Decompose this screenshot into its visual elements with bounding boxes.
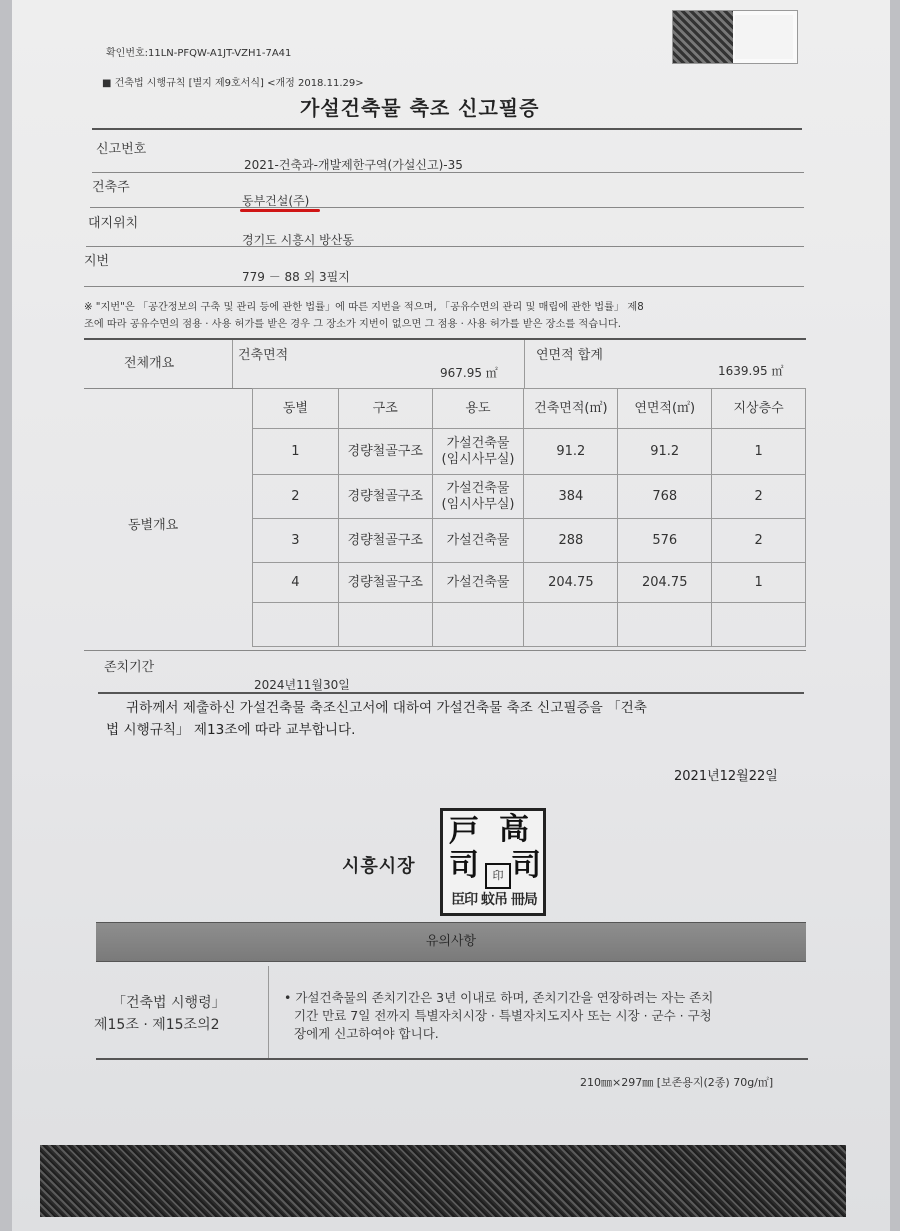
building-stories: 2 xyxy=(712,519,806,563)
barcode-image xyxy=(672,10,798,64)
document-title: 가설건축물 축조 신고필증 xyxy=(300,96,540,120)
lot-note-line-2: 조에 따라 공유수면의 점용 · 사용 허가를 받은 경우 그 장소가 지번이 없으면 그 점용 · 사용 허가를 받은 장소를 적습니다. xyxy=(84,319,622,330)
building-area-value: 967.95 ㎡ xyxy=(440,366,498,380)
header-cell: 용도 xyxy=(432,389,524,429)
table-row xyxy=(253,563,806,603)
floor-area-value: 1639.95 ㎡ xyxy=(718,364,784,378)
building-area: 91.2 xyxy=(524,429,618,475)
notice-law-line-2: 제15조 · 제15조의2 xyxy=(94,1017,220,1033)
building-use: 가설건축물 xyxy=(432,563,524,603)
floor-area-label: 연면적 합계 xyxy=(536,348,603,363)
header-cell: 구조 xyxy=(338,389,432,429)
building-stories: 2 xyxy=(712,475,806,519)
building-no: 2 xyxy=(253,475,339,519)
form-reference: ■ 건축법 시행규칙 [별지 제9호서식] <개정 2018.11.29> xyxy=(102,78,364,89)
issuer: 시흥시장 xyxy=(342,856,416,877)
building-floor-area: 576 xyxy=(618,519,712,563)
building-structure: 경량철골구조 xyxy=(338,429,432,475)
building-stories: 1 xyxy=(712,563,806,603)
builder-label: 건축주 xyxy=(92,180,130,195)
building-floor-area: 91.2 xyxy=(618,429,712,475)
table-row-empty xyxy=(253,603,806,647)
buildings-label: 동별개요 xyxy=(128,518,179,533)
building-stories: 1 xyxy=(712,429,806,475)
building-use: 가설건축물 xyxy=(432,519,524,563)
site-label: 대지위치 xyxy=(88,216,139,231)
lot-note-line-1: ※ "지번"은 「공간정보의 구축 및 관리 등에 관한 법률」에 따른 지번을 적으며, 「공유수면의 관리 및 매립에 관한 법률」 제8 xyxy=(84,302,644,313)
paper-spec: 210㎜×297㎜ [보존용지(2종) 70g/㎡] xyxy=(580,1076,774,1089)
header-cell: 연면적(㎡) xyxy=(618,389,712,429)
building-no: 1 xyxy=(253,429,339,475)
header-cell: 동별 xyxy=(253,389,339,429)
building-area: 288 xyxy=(524,519,618,563)
header-cell: 지상층수 xyxy=(712,389,806,429)
table-header-row xyxy=(253,389,806,429)
buildings-table xyxy=(252,388,806,647)
statement-line-2: 법 시행규칙」 제13조에 따라 교부합니다. xyxy=(106,722,356,738)
title-rule xyxy=(92,128,802,130)
redacted-strip xyxy=(40,1145,846,1217)
building-no: 4 xyxy=(253,563,339,603)
building-floor-area: 204.75 xyxy=(618,563,712,603)
notice-text-line-2: 기간 만료 7일 전까지 특별자치시장 · 특별자치도지사 또는 시장 · 군수 · 구청 xyxy=(294,1008,712,1023)
report-number-label: 신고번호 xyxy=(96,142,147,157)
notice-text-line-3: 장에게 신고하여야 합니다. xyxy=(294,1026,439,1041)
notice-text-line-1: • 가설건축물의 존치기간은 3년 이내로 하며, 존치기간을 연장하려는 자는 존치 xyxy=(284,990,714,1005)
red-underline xyxy=(240,209,320,212)
report-number-value: 2021-건축과-개발제한구역(가설신고)-35 xyxy=(244,158,463,172)
table-row xyxy=(253,429,806,475)
building-structure: 경량철골구조 xyxy=(338,519,432,563)
building-area: 204.75 xyxy=(524,563,618,603)
duration-label: 존치기간 xyxy=(104,660,155,675)
building-area: 384 xyxy=(524,475,618,519)
statement-line-1: 귀하께서 제출하신 가설건축물 축조신고서에 대하여 가설건축물 축조 신고필증을 「건축 xyxy=(126,700,647,716)
building-area-label: 건축면적 xyxy=(238,348,289,363)
issue-date: 2021년12월22일 xyxy=(674,769,778,784)
building-floor-area: 768 xyxy=(618,475,712,519)
overview-label: 전체개요 xyxy=(124,356,175,371)
lot-label: 지번 xyxy=(84,254,110,269)
confirmation-number: 확인번호:11LN-PFQW-A1JT-VZH1-7A41 xyxy=(106,48,292,59)
builder-value: 동부건설(주) xyxy=(242,194,310,208)
site-value: 경기도 시흥시 방산동 xyxy=(242,233,354,247)
notice-law-line-1: 「건축법 시행령」 xyxy=(112,995,226,1011)
building-use: 가설건축물 (임시사무실) xyxy=(432,429,524,475)
building-use: 가설건축물 (임시사무실) xyxy=(432,475,524,519)
table-row xyxy=(253,519,806,563)
duration-value: 2024년11월30일 xyxy=(254,678,350,692)
notice-header: 유의사항 xyxy=(96,922,806,962)
lot-value: 779 － 88 외 3필지 xyxy=(242,270,350,284)
table-row xyxy=(253,475,806,519)
building-structure: 경량철골구조 xyxy=(338,563,432,603)
building-no: 3 xyxy=(253,519,339,563)
official-seal-image: 戸 高 司 司 印 臣印 蚊吊 冊局 xyxy=(440,808,546,916)
building-structure: 경량철골구조 xyxy=(338,475,432,519)
header-cell: 건축면적(㎡) xyxy=(524,389,618,429)
